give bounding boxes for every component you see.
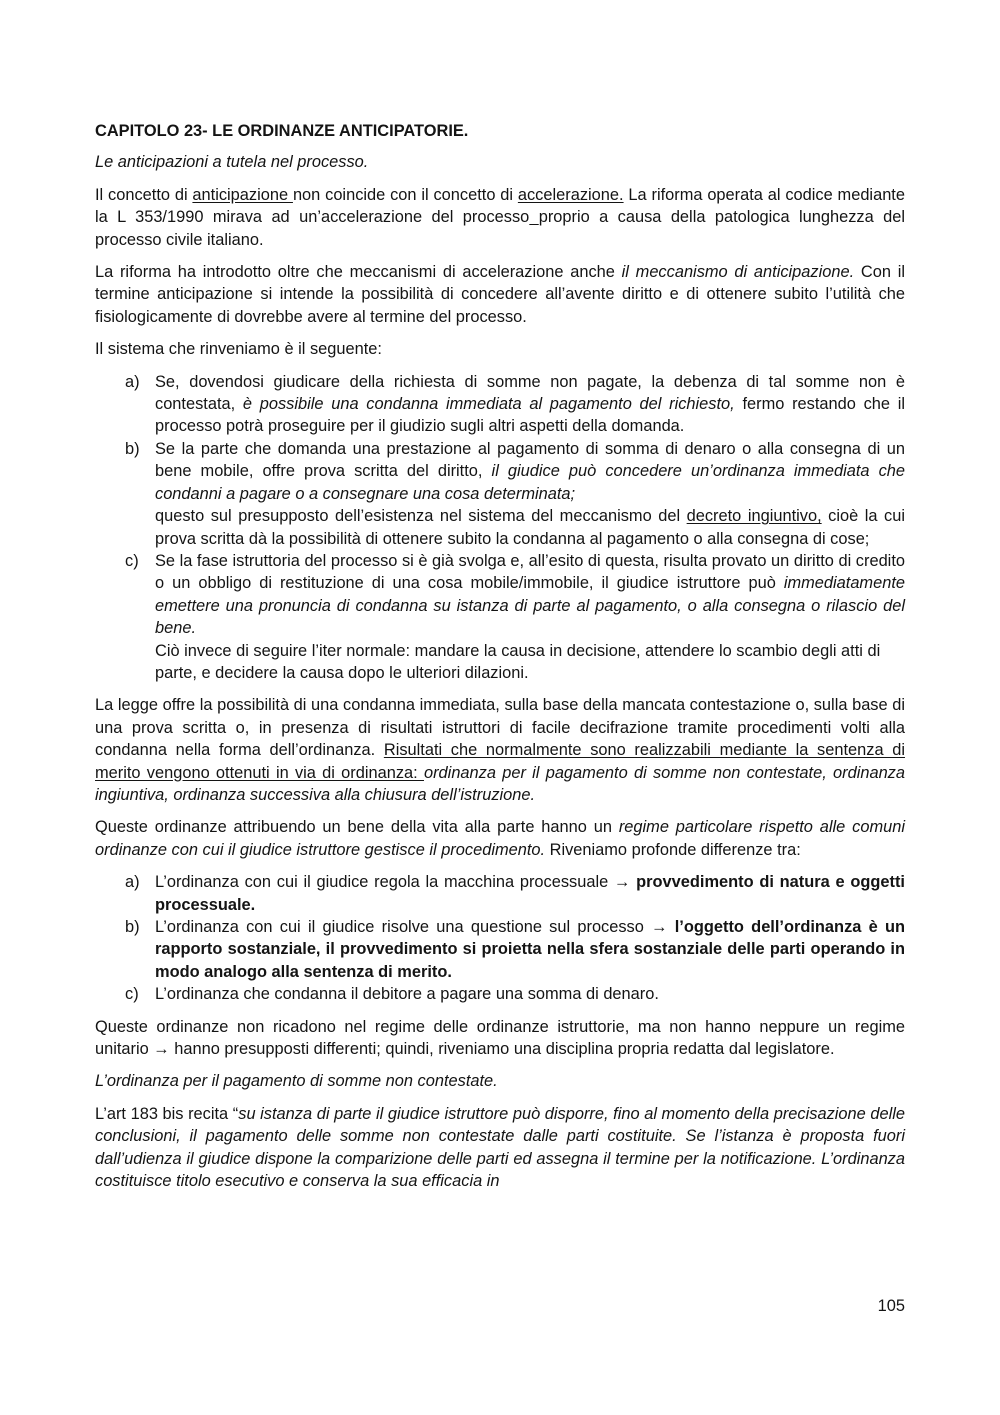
paragraph-legge [95, 694, 905, 806]
text-run: fermo restando che il processo potrà proseguire per il giudizio sugli altri aspetti della domanda. [155, 395, 905, 436]
text-run: Il concetto di [95, 185, 193, 204]
text-run: proprio a causa della patologica lunghezza del processo civile italiano. [95, 208, 906, 249]
italic-phrase: regime particolare rispetto alle comuni ordinanze con cui il giudice istruttore gestisce il procedimento. [95, 818, 905, 859]
list-marker: a) [125, 873, 140, 892]
paragraph-riforma [95, 261, 905, 328]
list-marker: c) [125, 551, 139, 570]
list-item [95, 550, 905, 684]
italic-phrase: è possibile una condanna immediata al pagamento del richiesto, [242, 395, 735, 414]
text-run: L’ordinanza che condanna il debitore a pagare una somma di denaro. [155, 985, 659, 1004]
text-run: La riforma operata al codice mediante la L 353/1990 mirava ad un’accelerazione del processo [95, 185, 905, 227]
italic-phrase: il meccanismo di anticipazione. [621, 263, 855, 282]
list-item [95, 983, 905, 1005]
italic-phrase: immediatamente emettere una pronuncia di condanna su istanza di parte al pagamento, o alla consegna o rilascio del bene. [155, 574, 905, 638]
paragraph-ordinanze [95, 816, 905, 861]
underlined-phrase: Risultati che normalmente sono realizzabili mediante la sentenza di merito vengono ottenuti in via di ordinanza: [95, 741, 905, 782]
text-run: Se la fase istruttoria del processo si è già svolga e, all’esito di questa, risulta provato un diritto di credito o un obbligo di restituzione di una cosa mobile/immobile, il giudice istruttore può [155, 551, 905, 593]
list-item [95, 916, 905, 983]
bold-phrase: provvedimento di natura e oggetti processuale. [155, 873, 905, 914]
document-page [95, 120, 905, 1202]
list-marker: c) [125, 985, 139, 1004]
section-subtitle: Le anticipazioni a tutela nel processo. [95, 153, 369, 172]
section-subtitle: L’ordinanza per il pagamento di somme non contestate. [95, 1072, 498, 1091]
underlined-term: anticipazione [192, 185, 293, 204]
list-item [95, 438, 905, 550]
system-list [95, 371, 905, 685]
text-run: Se la parte che domanda una prestazione al pagamento di somma di denaro o alla consegna di un bene mobile, offre prova scritta del diritto, [155, 439, 905, 481]
list-item [95, 371, 905, 438]
text-run: cioè la cui prova scritta dà la possibilità di ottenere subito la condanna al pagamento o alla consegna di cose; [155, 507, 906, 548]
underlined-term: accelerazione. [517, 185, 624, 204]
page-number: 105 [877, 1297, 905, 1315]
text-run: Con il termine anticipazione si intende la possibilità di concedere all’avente diritto e di ottenere subito l’utilità che fisiologicamente di dovrebbe avere al termine del processo. [95, 263, 905, 326]
paragraph-anticipazione [95, 184, 905, 251]
chapter-heading: CAPITOLO 23- LE ORDINANZE ANTICIPATORIE. [95, 122, 469, 140]
text-run: non coincide con il concetto di [292, 185, 518, 204]
list-item [95, 871, 905, 916]
paragraph-regime: Queste ordinanze non ricadono nel regime delle ordinanze istruttorie, ma non hanno neppure un regime unitario → hanno presupposti differenti; quindi, riveniamo una disciplina propria redatta dal legislatore. [95, 1017, 905, 1059]
text-run: Se, dovendosi giudicare della richiesta di somme non pagate, la debenza di tal somme non è contestata, [155, 372, 905, 414]
underlined-term: decreto ingiuntivo, [686, 507, 822, 526]
text-run: L’ordinanza con cui il giudice risolve una questione sul processo → [155, 918, 675, 936]
list-continuation: Ciò invece di seguire l’iter normale: mandare la causa in decisione, attendere lo scambio degli atti di parte, e decidere la causa dopo le ulteriori dilazioni. [155, 641, 881, 682]
italic-phrase: ordinanza per il pagamento di somme non contestate, ordinanza ingiuntiva, ordinanza successiva alla chiusura dell’istruzione. [95, 763, 905, 804]
list-marker: a) [125, 372, 140, 391]
list-marker: b) [125, 439, 140, 458]
underlined-space [529, 208, 538, 226]
text-run: L’art 183 bis recita “ [95, 1104, 239, 1123]
italic-quote: su istanza di parte il giudice istruttore può disporre, fino al momento della precisazione delle conclusioni, il pagamento delle somme non contestate dalle parti costituite. Se l’istanza è proposta fuori dall’udienza il giudice dispone la comparizione delle parti ed assegna il termine per la notificazione. L’ordinanza costituisce titolo esecutivo e conserva la sua efficacia in [95, 1104, 905, 1191]
italic-phrase: il giudice può concedere un’ordinanza immediata che condanni a pagare o a consegnare una cosa determinata; [155, 462, 905, 503]
list-continuation [155, 505, 905, 550]
text-run: L’ordinanza con cui il giudice regola la macchina processuale → [155, 873, 637, 892]
paragraph-sistema: Il sistema che rinveniamo è il seguente: [95, 340, 382, 359]
paragraph-art-183 [95, 1103, 905, 1193]
differences-list [95, 871, 905, 1005]
text-run: Queste ordinanze attribuendo un bene della vita alla parte hanno un [95, 818, 619, 837]
text-run: questo sul presupposto dell’esistenza nel sistema del meccanismo del [155, 507, 687, 526]
text-run: Riveniamo profonde differenze tra: [545, 840, 801, 859]
text-run: La riforma ha introdotto oltre che meccanismi di accelerazione anche [95, 263, 622, 282]
bold-phrase: l’oggetto dell’ordinanza è un rapporto sostanziale, il provvedimento si proietta nella sfera sostanziale delle parti operando in modo analogo alla sentenza di merito. [155, 918, 905, 981]
list-marker: b) [125, 918, 140, 936]
text-run: La legge offre la possibilità di una condanna immediata, sulla base della mancata contestazione o, sulla base di una prova scritta o, in presenza di risultati istruttori di facile decifrazione tramite procedimenti volti alla condanna nella forma dell’ordinanza. [95, 696, 905, 760]
